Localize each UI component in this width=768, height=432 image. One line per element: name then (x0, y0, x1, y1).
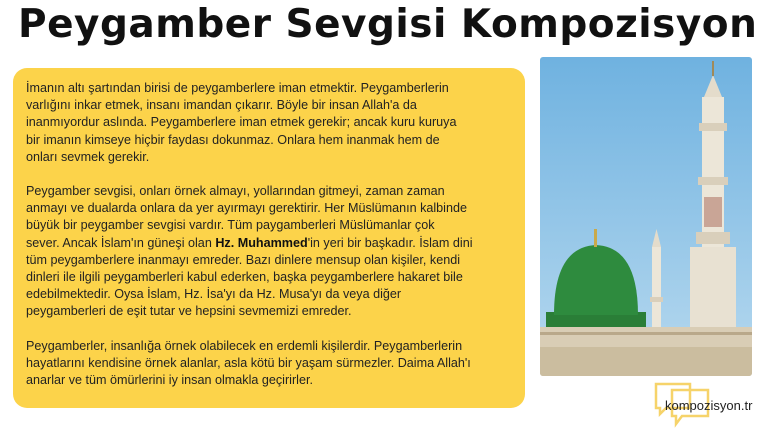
site-logo[interactable] (652, 382, 762, 428)
paragraph-1 (26, 80, 521, 166)
text-segment: 'in yeri bir başkadır. İslam dini (307, 235, 473, 250)
text-line: peygamberleri de eşit tutar ve hepsini sevmemizi emreder. (26, 304, 352, 319)
text-line: dinleri ile ilgili peygamberleri kabul ederken, başka peygamberlere hakaret bile (26, 270, 463, 285)
bold-name: Hz. Muhammed (215, 235, 308, 250)
text-line (26, 235, 521, 252)
mosque-photo (540, 57, 752, 376)
text-line: bir imanın kimseye hiçbir faydası dokunmaz. Onlara hem inanmak hem de (26, 132, 440, 147)
text-line: Peygamber sevgisi, onları örnek almayı, yollarından gitmeyi, zaman zaman (26, 184, 445, 199)
text-segment: sever. Ancak İslam'ın güneşi olan (26, 235, 216, 250)
text-line: edebilmektedir. Oysa İslam, Hz. İsa'yı da Hz. Musa'yı da veya diğer (26, 287, 402, 302)
text-line: inanmıyordur aslında. Peygamberlere iman etmek gerekir; ancak kuru kuruya (26, 115, 457, 130)
paragraph-3 (26, 338, 521, 390)
text-line: tüm peygamberlere inanmayı emreder. Bazı dinlere mensup olan kişiler, kendi (26, 252, 461, 267)
text-line: büyük bir peygamber sevgisi vardır. Tüm paygamberleri Müslümanlar çok (26, 218, 435, 233)
text-line: hayatlarını kendisine örnek alanlar, asla kötü bir yaşam sürmezler. Daima Allah'ı (26, 355, 471, 370)
article-body (26, 80, 521, 389)
logo-text: kompozisyon.tr (665, 398, 753, 413)
text-line: anarlar ve tüm ömürlerini iy insan olmakla geçirirler. (26, 373, 313, 388)
text-line: varlığını inkar etmek, insanı imandan çıkarır. Böyle bir insan Allah'a da (26, 98, 417, 113)
text-line: anmayı ve dualarda onlara da yer ayırmayı gerektirir. Her Müslümanın kalbinde (26, 201, 467, 216)
text-line: onları sevmek gerekir. (26, 149, 150, 164)
paragraph-2 (26, 183, 521, 321)
text-line: Peygamberler, insanlığa örnek olabilecek en erdemli kişilerdir. Peygamberlerin (26, 338, 463, 353)
text-line: İmanın altı şartından birisi de peygamberlere iman etmektir. Peygamberlerin (26, 81, 449, 95)
page-title: Peygamber Sevgisi Kompozisyon (18, 2, 758, 47)
